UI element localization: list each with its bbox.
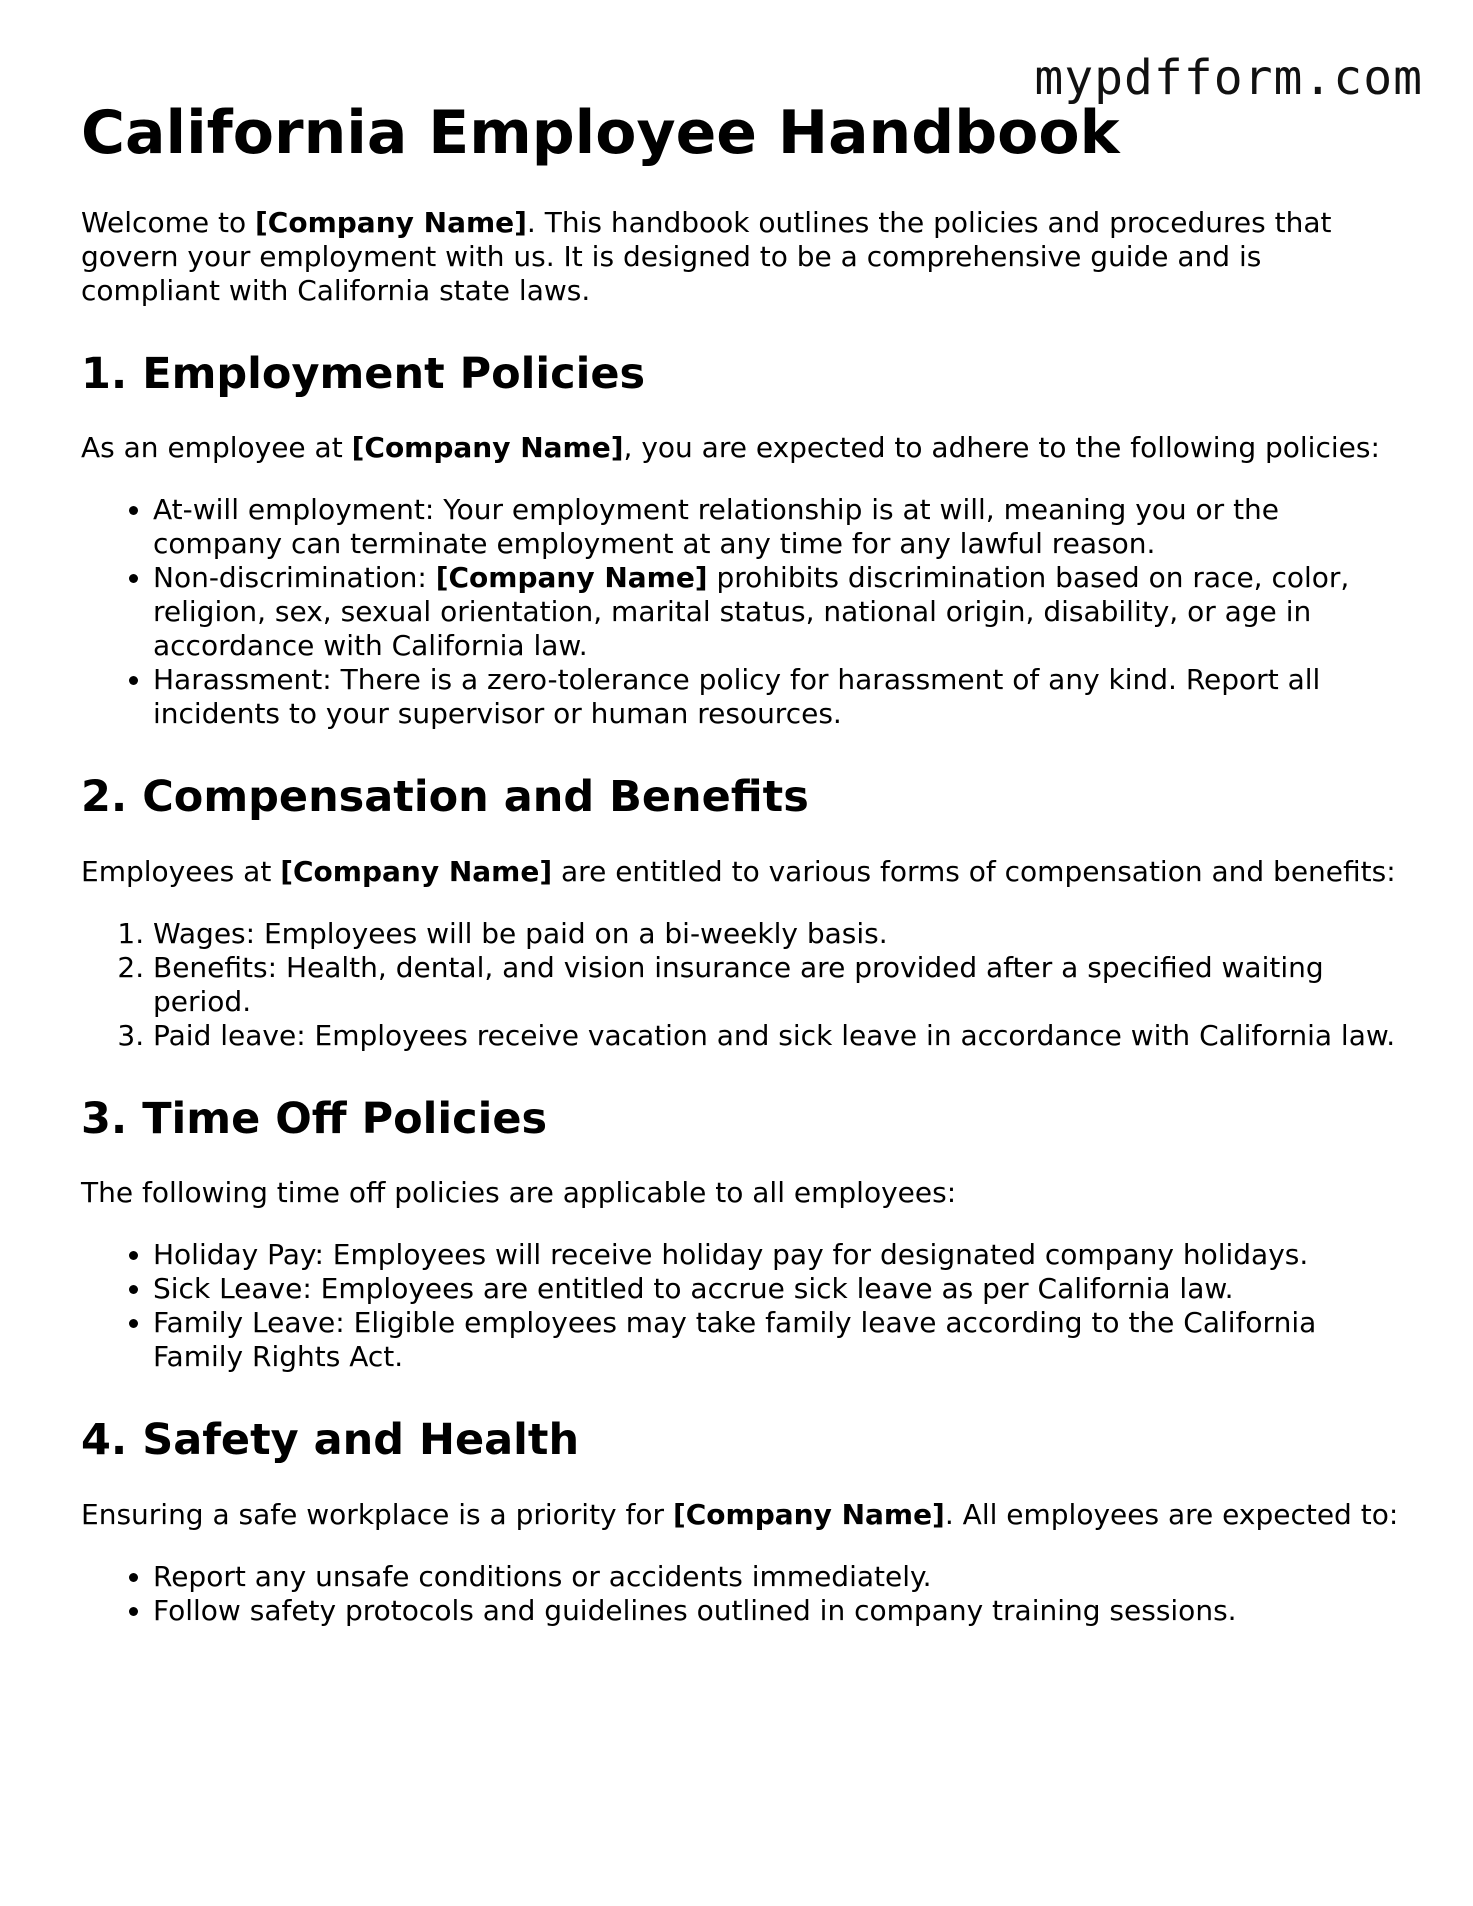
list-item — [153, 561, 1401, 663]
section-heading: 1. Employment Policies — [81, 349, 646, 399]
list-item: • Sick Leave: Employees are entitled to accrue sick leave as per California law. — [153, 1272, 1401, 1306]
section-heading: 2. Compensation and Benefits — [81, 772, 809, 823]
section-intro-text: As an employee at — [81, 431, 352, 465]
section-intro — [81, 1498, 1401, 1532]
intro-text: . This handbook outlines the policies and procedures that govern your employment with us. It is designed to be a comprehensive guide and is compliant with California state laws. — [81, 206, 1332, 307]
company-name-placeholder: [Company Name] — [672, 1497, 945, 1531]
employment-policies-list — [81, 493, 1401, 731]
list-item-text: prohibits discrimination based on race, color, religion, sex, sexual orientation, marital status, national origin, disability, or age in accordance with California law. — [153, 561, 1350, 663]
intro-paragraph — [81, 206, 1401, 308]
safety-list — [81, 1560, 1401, 1628]
company-name-placeholder: [Company Name] — [351, 431, 624, 465]
section-intro — [81, 431, 1401, 465]
list-item: 3. Paid leave: Employees receive vacation and sick leave in accordance with California law. — [153, 1019, 1401, 1053]
section-intro-text: Ensuring a safe workplace is a priority for — [81, 1497, 673, 1531]
list-item: • Report any unsafe conditions or accidents immediately. — [153, 1560, 1401, 1594]
section-intro-text: , you are expected to adhere to the following policies: — [623, 431, 1380, 465]
list-item: • Follow safety protocols and guidelines outlined in company training sessions. — [153, 1594, 1401, 1628]
watermark: mypdfform.com — [1034, 50, 1423, 106]
compensation-list — [81, 917, 1401, 1053]
time-off-list — [81, 1238, 1401, 1374]
section-intro-text: . All employees are expected to: — [944, 1497, 1399, 1531]
company-name-placeholder: [Company Name] — [255, 206, 527, 239]
section-intro: The following time off policies are applicable to all employees: — [81, 1176, 957, 1210]
list-item: 2. Benefits: Health, dental, and vision insurance are provided after a specified waiting period. — [153, 951, 1401, 1019]
company-name-placeholder: [Company Name] — [280, 854, 553, 888]
list-item: • Harassment: There is a zero-tolerance policy for harassment of any kind. Report all incidents to your supervisor or human resources. — [153, 663, 1401, 731]
section-heading: 3. Time Off Policies — [81, 1093, 548, 1144]
list-item: • At-will employment: Your employment relationship is at will, meaning you or the company can terminate employment at any time for any lawful reason. — [153, 493, 1401, 561]
intro-text: Welcome to — [81, 206, 255, 239]
list-item: • Family Leave: Eligible employees may take family leave according to the California Family Rights Act. — [153, 1306, 1401, 1374]
page-title: California Employee Handbook — [81, 98, 1120, 168]
section-intro-text: are entitled to various forms of compensation and benefits: — [552, 854, 1396, 888]
section-heading: 4. Safety and Health — [81, 1415, 580, 1466]
list-item-text: Non-discrimination: — [153, 561, 436, 595]
section-intro — [81, 855, 1401, 889]
section-intro-text: Employees at — [81, 854, 281, 888]
document-page — [81, 100, 1401, 1656]
list-item: • Holiday Pay: Employees will receive holiday pay for designated company holidays. — [153, 1238, 1401, 1272]
list-item: 1. Wages: Employees will be paid on a bi-weekly basis. — [153, 917, 1401, 951]
company-name-placeholder: [Company Name] — [435, 561, 708, 595]
